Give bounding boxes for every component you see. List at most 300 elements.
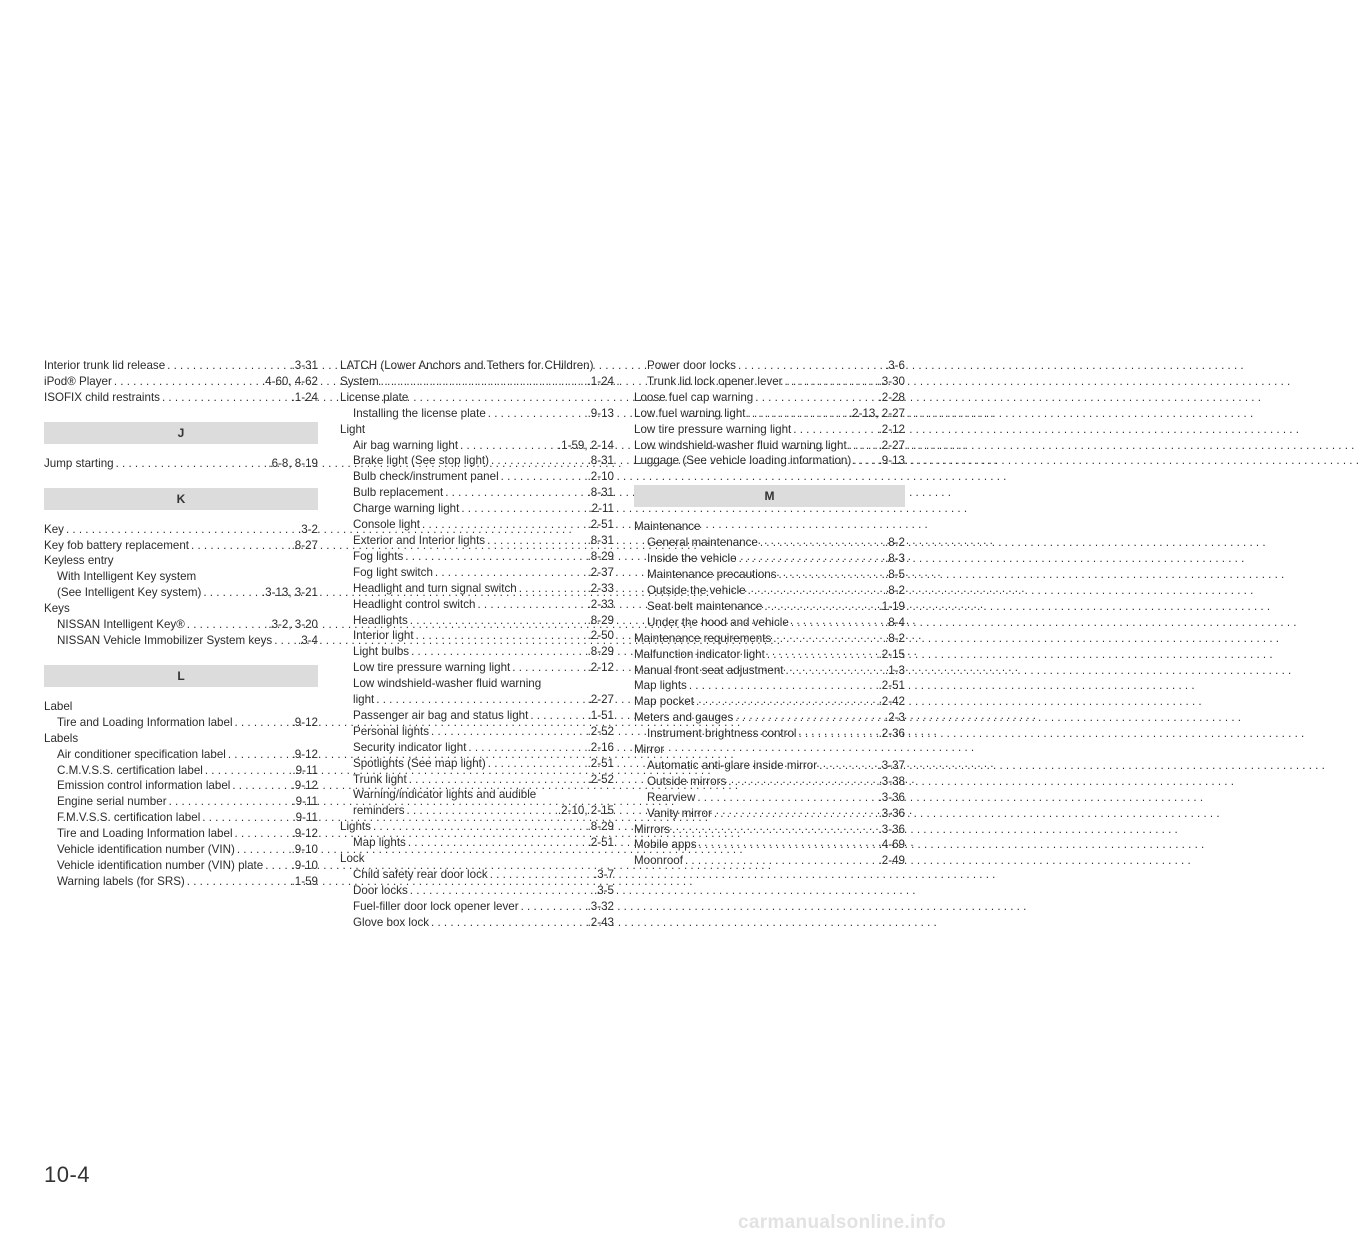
entry-page-ref: .1-3 [885,663,905,677]
dot-leader [422,517,587,533]
entry-text: Map lights [634,679,687,693]
index-entry [44,810,318,826]
entry-text: Fog light switch [353,565,433,579]
entry-text: Emission control information label [57,779,231,793]
entry-text: Air conditioner specification label [57,747,226,761]
entry-page-ref: .2-27 [587,693,614,707]
entry-text: Passenger air bag and status light [353,708,529,722]
index-entry [634,390,905,406]
index-entry [340,438,614,454]
index-entry [44,617,318,633]
entry-page-ref: .1-59 [291,874,318,888]
dot-leader [530,708,586,724]
entry-text: Map pocket [634,695,694,709]
entry-text: Light bulbs [353,645,410,659]
entry-text: Exterior and Interior lights [353,533,486,547]
entry-page-ref: .9-11 [292,811,318,825]
entry-text: Instrument brightness control [647,727,797,741]
index-entry [340,517,614,533]
index-entry [340,565,614,581]
entry-page-ref: .8-2 [885,536,905,550]
dot-leader [728,774,877,790]
dot-leader [376,692,586,708]
dot-leader [696,694,878,710]
index-entry [634,822,905,838]
index-entry [340,835,614,851]
dot-leader [739,551,884,567]
index-entry [634,726,905,742]
entry-text: NISSAN Intelligent Key® [57,618,185,632]
dot-leader [405,549,586,565]
entry-page-ref: .3-36 [878,822,905,836]
index-entry [634,806,905,822]
entry-page-ref: .3-32 [587,899,614,913]
entry-text: Charge warning light [353,502,460,516]
entry-text: Power door locks [647,359,736,372]
index-subheading: With Intelligent Key system [57,570,197,584]
entry-page-ref: .1-59, 2-14 [557,438,614,452]
entry-text: Jump starting [44,456,114,470]
index-entry [634,615,905,631]
entry-text: Interior light [353,629,414,643]
index-heading: Lock [340,852,365,866]
entry-page-ref: .2-33 [587,581,614,595]
index-entry [634,567,905,583]
entry-text: General maintenance [647,536,758,550]
index-entry [634,438,905,454]
index-entry [44,522,318,538]
dot-leader [672,822,878,838]
dot-leader [461,501,587,517]
index-heading: Light [340,422,366,436]
index-entry [44,456,318,472]
entry-page-ref: .2-11 [588,502,614,516]
entry-text: Meters and gauges [634,711,734,725]
dot-leader [699,837,878,853]
index-column-2 [340,358,614,931]
dot-leader [519,581,587,597]
dot-leader [501,469,587,485]
entry-page-ref: .8-4 [885,615,905,629]
entry-text: Low fuel warning light [634,406,746,420]
entry-page-ref: .8-5 [885,568,905,582]
entry-text: System [340,374,379,388]
entry-page-ref: .9-11 [292,795,318,809]
entry-text: Brake light (See stop light) [353,454,489,468]
index-entry [340,803,614,819]
entry-text: Vehicle identification number (VIN) plate [57,858,264,872]
dot-leader [66,522,297,538]
entry-page-ref: .3-31 [291,359,318,372]
dot-leader [488,406,587,422]
index-entry [340,915,614,931]
index-entry [634,774,905,790]
entry-page-ref: .3-36 [878,806,905,820]
dot-leader [714,806,878,822]
entry-page-ref: .9-12 [291,827,318,841]
entry-page-ref: .3-5 [594,883,614,897]
dot-leader [409,772,587,788]
index-subheading: Low windshield-washer fluid warning [353,677,542,691]
entry-page-ref: .2-13, 2-27 [848,406,905,420]
entry-page-ref: .8-29 [587,613,614,627]
entry-text: Spotlights (See map light) [353,756,486,770]
entry-page-ref: .3-37 [878,758,905,772]
entry-page-ref: .3-2 [298,522,318,536]
entry-page-ref: .3-7 [594,868,614,881]
index-entry [44,390,318,406]
entry-text: Interior trunk lid release [44,359,166,372]
index-entry [340,756,614,772]
dot-leader [407,803,557,819]
index-entry [340,867,614,883]
entry-text: Fuel-filler door lock opener lever [353,899,519,913]
dot-leader [274,633,297,649]
index-entry [340,644,614,660]
index-subheading: Warning/indicator lights and audible [353,788,537,802]
dot-leader [488,756,587,772]
entry-page-ref: .2-51 [587,836,614,850]
index-entry [44,633,318,649]
index-entry [634,406,905,422]
entry-page-ref: .4-69 [878,838,905,852]
entry-text: Inside the vehicle [647,552,737,566]
entry-text: Luggage (See vehicle loading information) [634,454,852,468]
dot-leader [738,358,884,374]
dot-leader [116,456,268,472]
dot-leader [235,826,291,842]
entry-page-ref: .2-10 [587,470,614,484]
index-entry [340,549,614,565]
entry-page-ref: .4-60, 4-62 [261,374,318,388]
index-heading: Mirror [634,743,665,757]
entry-page-ref: .1-24 [587,374,614,388]
dot-leader [521,899,587,915]
index-entry [340,899,614,915]
index-entry [340,485,614,501]
entry-page-ref: .9-11 [292,763,318,777]
entry-page-ref: .2-52 [587,772,614,786]
dot-leader [411,644,586,660]
entry-text: Moonroof [634,854,683,868]
entry-page-ref: .2-10, 2-15 [557,804,614,818]
index-entry [634,663,905,679]
index-entry [44,538,318,554]
index-entry [634,647,905,663]
dot-leader [773,631,884,647]
entry-text: Outside the vehicle [647,583,746,597]
section-header: K [44,488,318,510]
dot-leader [435,565,587,581]
page-number: 10-4 [44,1162,91,1187]
entry-page-ref: .8-2 [885,583,905,597]
entry-text: Child safety rear door lock [353,868,488,881]
entry-page-ref: .9-13 [587,406,614,420]
entry-text: Headlight and turn signal switch [353,581,517,595]
index-entry [340,740,614,756]
entry-page-ref: .8-31 [587,454,614,468]
entry-page-ref: .3-13, 3-21 [261,586,318,600]
entry-page-ref: .8-31 [587,533,614,547]
index-entry [44,826,318,842]
entry-text: Engine serial number [57,795,167,809]
entry-text: Bulb replacement [353,486,444,500]
entry-text: Malfunction indicator light [634,647,765,661]
entry-page-ref: .9-10 [291,858,318,872]
entry-page-ref: .3-2, 3-20 [268,618,318,632]
dot-leader [431,724,587,740]
dot-leader [786,663,885,679]
dot-leader [735,710,884,726]
index-entry [44,874,318,890]
entry-text: Manual front seat adjustment [634,663,784,677]
entry-page-ref: .8-29 [587,549,614,563]
dot-leader [764,599,877,615]
entry-text: Loose fuel cap warning [634,390,754,404]
dot-leader [265,858,290,874]
entry-text: reminders [353,804,405,818]
entry-page-ref: .3-30 [878,374,905,388]
index-entry [44,763,318,779]
index-heading: Label [44,699,73,713]
section-header: M [634,485,905,507]
entry-page-ref: .8-29 [587,645,614,659]
entry-text: Bulb check/instrument panel [353,470,499,484]
dot-leader [232,778,290,794]
index-entry [634,694,905,710]
index-entry [44,715,318,731]
entry-text: Tire and Loading Information label [57,827,233,841]
entry-page-ref: .2-51 [587,756,614,770]
index-entry [340,692,614,708]
dot-leader [785,374,878,390]
entry-page-ref: .2-52 [587,724,614,738]
index-entry [340,660,614,676]
entry-text: Vehicle identification number (VIN) [57,843,235,857]
entry-text: Rearview [647,790,696,804]
index-entry [340,581,614,597]
entry-text: Key fob battery replacement [44,538,190,552]
entry-text: Low tire pressure warning light [634,422,792,436]
index-entry [634,535,905,551]
dot-leader [487,533,586,549]
entry-page-ref: .9-13 [878,454,905,468]
dot-leader [187,617,268,633]
index-entry [44,358,318,374]
index-entry [340,597,614,613]
index-entry [340,772,614,788]
index-entry [634,631,905,647]
dot-leader [460,438,557,454]
dot-leader [237,842,291,858]
index-entry [634,374,905,390]
entry-page-ref: .2-43 [587,915,614,929]
index-heading: Keys [44,602,70,616]
entry-text: Seat belt maintenance [647,599,763,613]
index-entry [634,583,905,599]
index-heading: Keyless entry [44,554,114,568]
entry-text: F.M.V.S.S. certification label [57,811,201,825]
dot-leader [512,660,586,676]
dot-leader [685,853,878,869]
index-entry [634,790,905,806]
index-column-1 [44,358,318,890]
entry-text: Fog lights [353,549,404,563]
entry-text: Mirrors [634,822,671,836]
index-entry [44,842,318,858]
entry-text: Console light [353,518,421,532]
entry-page-ref: .3-38 [878,774,905,788]
dot-leader [477,597,586,613]
index-heading: Labels [44,731,79,745]
entry-text: ISOFIX child restraints [44,390,160,404]
entry-page-ref: .2-12 [878,422,905,436]
dot-leader [191,538,291,554]
entry-text: Maintenance precautions [647,568,777,582]
entry-page-ref: .3-36 [878,790,905,804]
entry-page-ref: .2-37 [587,565,614,579]
entry-text: Door locks [353,883,408,897]
entry-text: Maintenance requirements [634,631,772,645]
entry-page-ref: .2-27 [878,438,905,452]
index-entry [634,678,905,694]
entry-page-ref: .2-51 [587,518,614,532]
dot-leader [853,453,877,469]
index-heading: LATCH (Lower Anchors and Tethers for CHildren) [340,359,594,372]
entry-page-ref: .8-3 [885,552,905,566]
index-entry [340,374,614,390]
dot-leader [114,374,261,390]
section-header: L [44,665,318,687]
index-entry [340,533,614,549]
entry-page-ref: .2-42 [878,695,905,709]
index-entry [340,613,614,629]
dot-leader [381,374,587,390]
entry-text: (See Intelligent Key system) [57,586,202,600]
index-entry [634,599,905,615]
entry-page-ref: .2-36 [878,727,905,741]
entry-text: NISSAN Vehicle Immobilizer System keys [57,633,273,647]
index-entry [44,585,318,601]
dot-leader [760,535,884,551]
entry-text: Key [44,522,64,536]
dot-leader [202,810,291,826]
dot-leader [490,867,593,883]
dot-leader [849,438,878,454]
entry-page-ref: .9-12 [291,747,318,761]
index-entry [634,853,905,869]
entry-text: Under the hood and vehicle [647,615,789,629]
entry-page-ref: .9-10 [291,843,318,857]
index-entry [340,708,614,724]
entry-page-ref: .8-2 [885,631,905,645]
dot-leader [689,678,878,694]
index-entry [44,747,318,763]
entry-text: Installing the license plate [353,406,486,420]
dot-leader [468,740,586,756]
entry-text: Headlight control switch [353,597,476,611]
index-entry [634,358,905,374]
entry-page-ref: .2-51 [878,679,905,693]
dot-leader [791,615,884,631]
index-entry [44,778,318,794]
dot-leader [205,763,292,779]
entry-text: C.M.V.S.S. certification label [57,763,203,777]
entry-text: iPod® Player [44,374,112,388]
entry-page-ref: .8-27 [291,538,318,552]
entry-text: Automatic anti-glare inside mirror [647,758,818,772]
dot-leader [748,406,848,422]
entry-page-ref: .1-19 [878,599,905,613]
index-entry [634,837,905,853]
entry-text: Security indicator light [353,740,467,754]
dot-leader [167,358,290,374]
entry-text: Lights [340,820,371,834]
dot-leader [491,453,587,469]
dot-leader [697,790,877,806]
entry-page-ref: .2-28 [878,390,905,404]
entry-page-ref: .2-16 [587,740,614,754]
entry-page-ref: .2-15 [878,647,905,661]
index-entry [340,469,614,485]
entry-text: Glove box lock [353,915,430,929]
dot-leader [410,883,593,899]
index-entry [44,794,318,810]
dot-leader [203,585,261,601]
index-entry [44,858,318,874]
dot-leader [228,747,291,763]
index-entry [340,883,614,899]
entry-page-ref: .3-6 [885,359,905,372]
index-entry [340,406,614,422]
dot-leader [416,628,587,644]
dot-leader [373,819,587,835]
entry-page-ref: .8-31 [587,486,614,500]
index-entry [340,819,614,835]
dot-leader [235,715,291,731]
entry-page-ref: .1-51 [587,708,614,722]
index-entry [634,758,905,774]
index-entry [634,453,905,469]
dot-leader [748,583,884,599]
entry-text: Tire and Loading Information label [57,715,233,729]
index-entry [340,628,614,644]
entry-text: Personal lights [353,724,430,738]
dot-leader [410,613,587,629]
entry-page-ref: .2-3 [885,711,905,725]
dot-leader [162,390,291,406]
index-entry [634,422,905,438]
entry-text: Map lights [353,836,406,850]
index-entry [44,374,318,390]
entry-text: Trunk lid lock opener lever [647,374,783,388]
watermark: carmanualsonline.info [738,1212,946,1233]
index-entry [634,710,905,726]
dot-leader [819,758,877,774]
entry-page-ref: .2-12 [587,661,614,675]
dot-leader [779,567,884,583]
dot-leader [799,726,878,742]
entry-page-ref: .9-12 [291,779,318,793]
index-entry [634,551,905,567]
entry-page-ref: .9-12 [291,715,318,729]
entry-text: Low tire pressure warning light [353,661,511,675]
index-heading: Maintenance [634,520,701,534]
entry-page-ref: .1-24 [291,390,318,404]
index-heading: License plate [340,390,409,404]
index-column-3 [634,358,905,869]
dot-leader [793,422,877,438]
